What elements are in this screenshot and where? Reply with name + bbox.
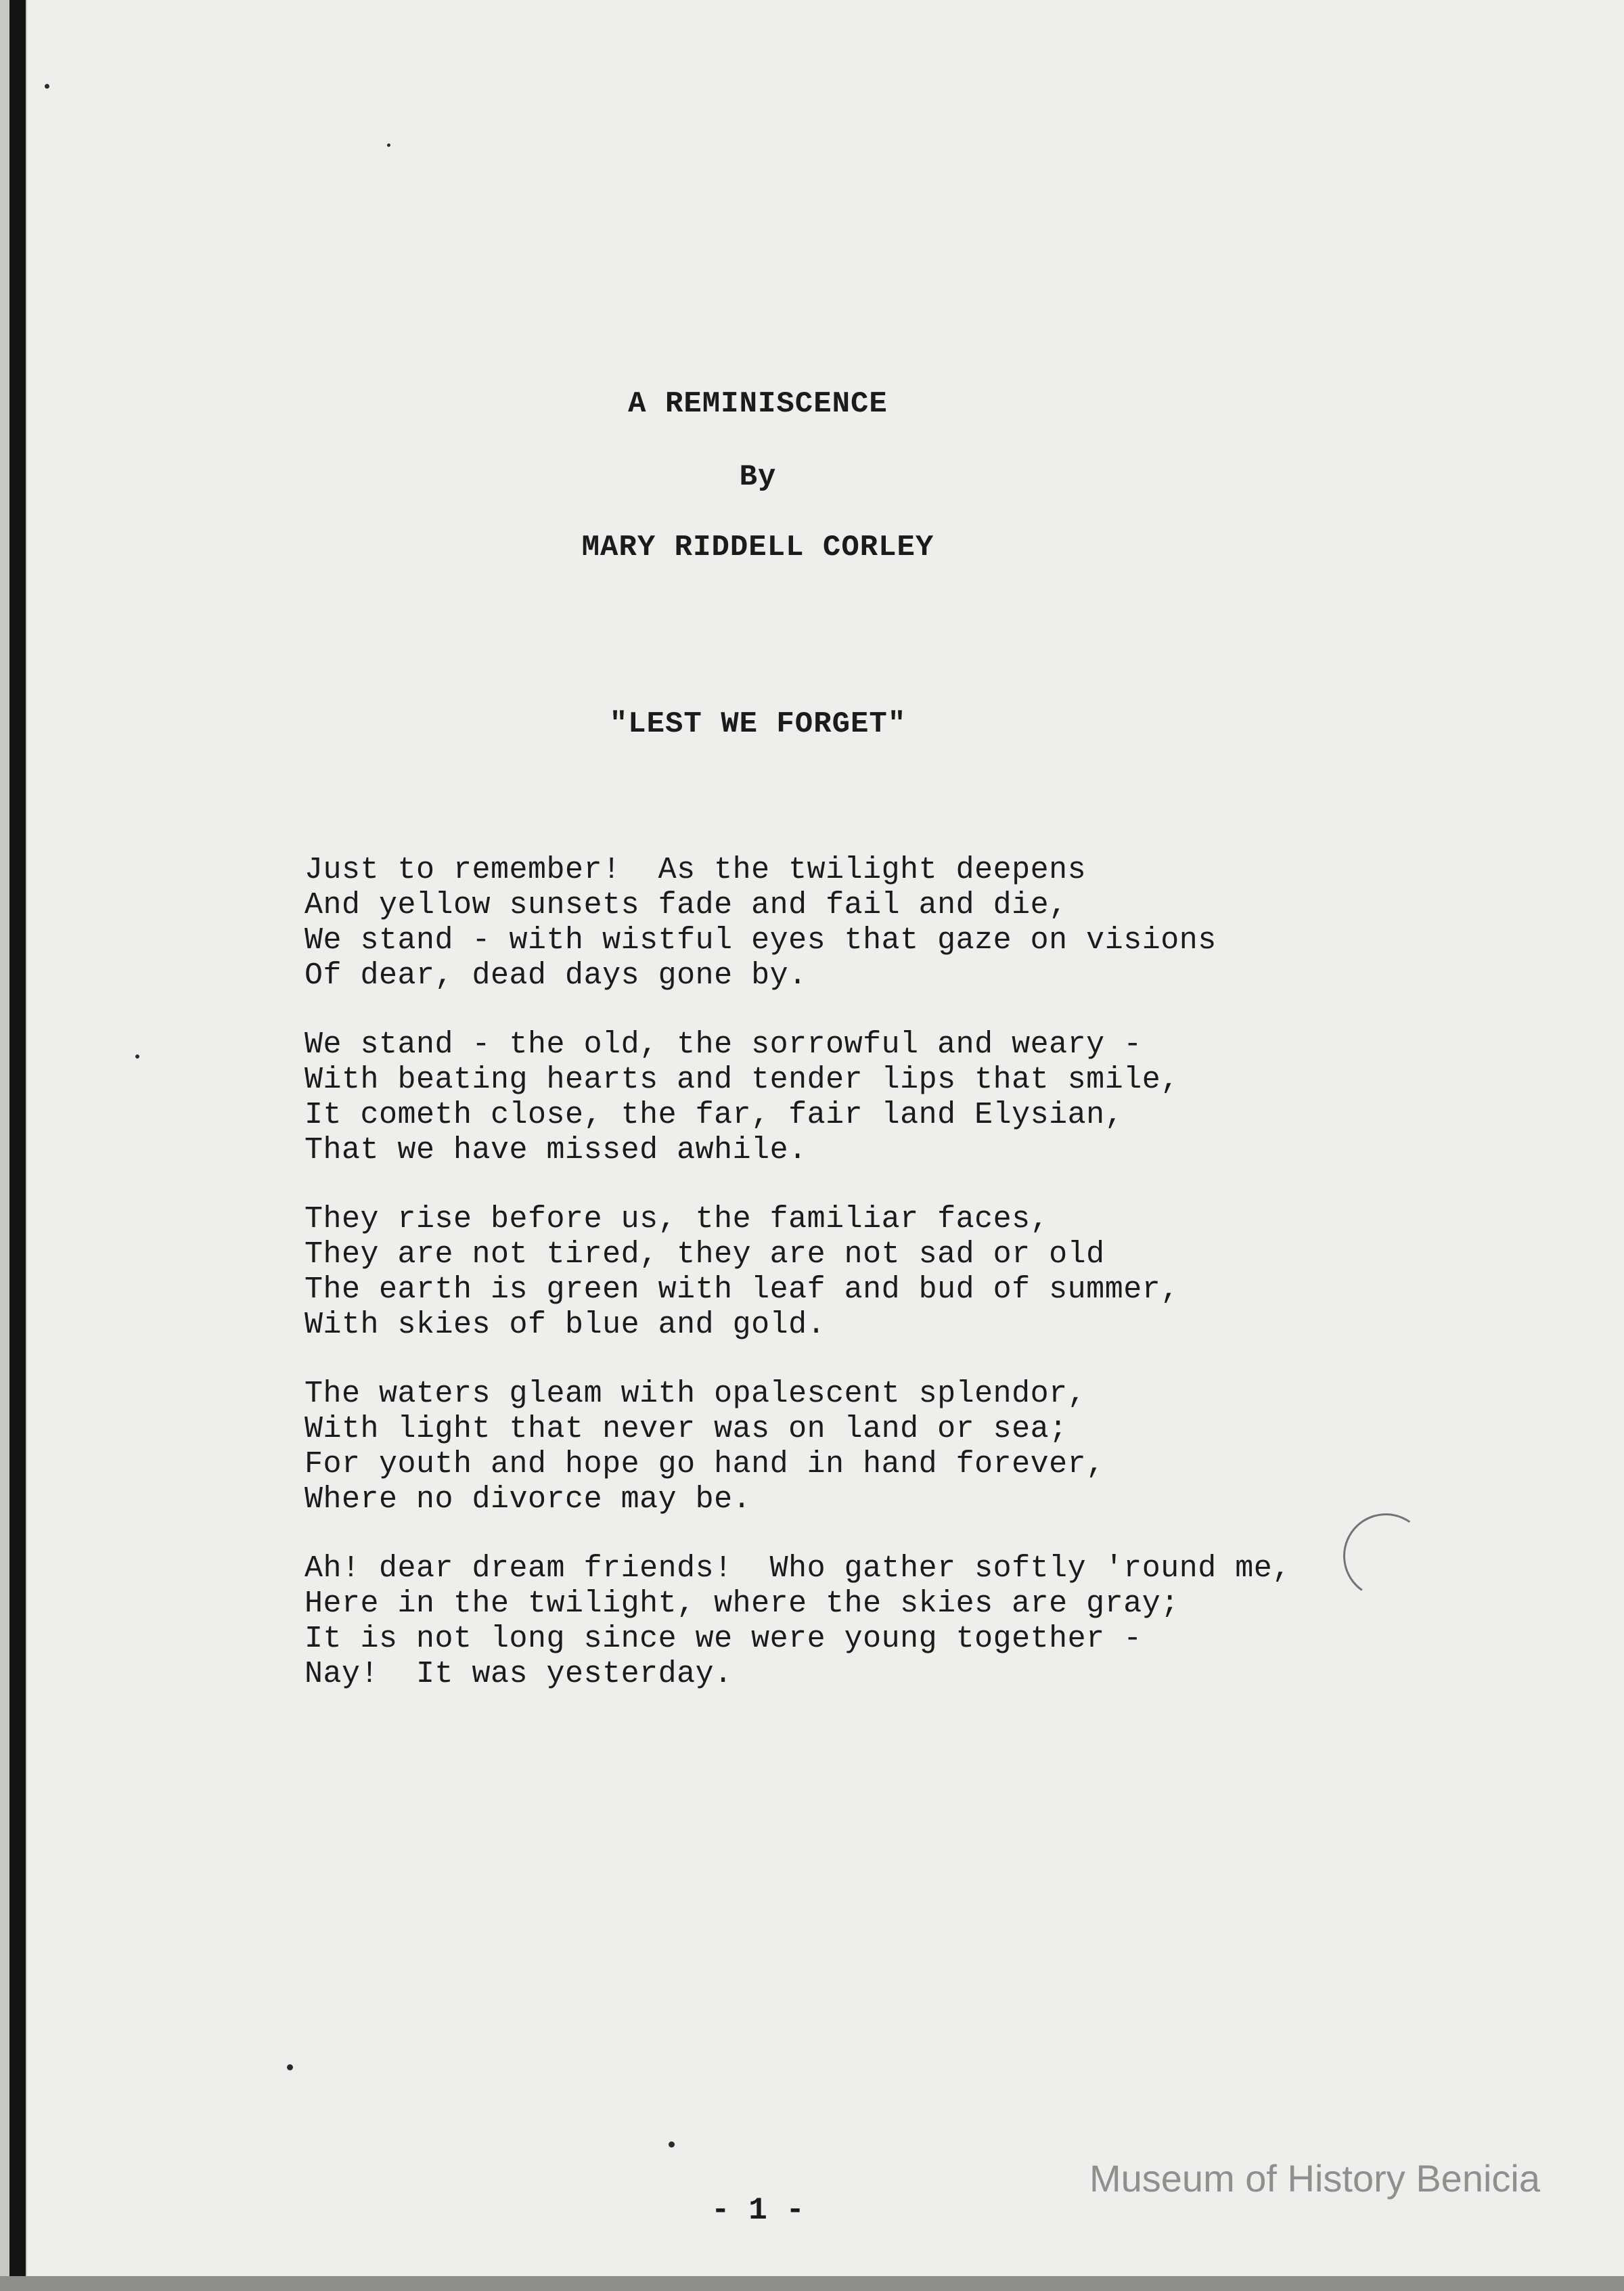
watermark: Museum of History Benicia <box>1089 2157 1540 2200</box>
poem-line: With beating hearts and tender lips that smile, <box>304 1063 1179 1097</box>
poem-subtitle: "LEST WE FORGET" <box>609 707 907 741</box>
poem-line: Nay! It was yesterday. <box>304 1657 733 1691</box>
poem-line: It is not long since we were young together - <box>304 1622 1142 1656</box>
page-bottom-edge <box>0 2276 1624 2291</box>
poem-line: It cometh close, the far, fair land Elysian, <box>304 1098 1124 1132</box>
poem-line: They are not tired, they are not sad or old <box>304 1237 1105 1272</box>
poem-line: The earth is green with leaf and bud of summer, <box>304 1272 1179 1307</box>
stanza-1 <box>304 853 1455 994</box>
poem-line: With light that never was on land or sea; <box>304 1412 1068 1446</box>
poem-line: And yellow sunsets fade and fail and die, <box>304 888 1068 922</box>
poem-line: They rise before us, the familiar faces, <box>304 1202 1050 1237</box>
poem-line: Of dear, dead days gone by. <box>304 958 807 993</box>
poem-line: Just to remember! As the twilight deepens <box>304 853 1087 887</box>
poem-line: For youth and hope go hand in hand forever, <box>304 1447 1105 1482</box>
poem-line: Where no divorce may be. <box>304 1482 752 1517</box>
poem-line: Here in the twilight, where the skies are gray; <box>304 1586 1179 1621</box>
poem-body <box>304 853 1455 1726</box>
stanza-2 <box>304 1027 1455 1168</box>
poem-line: Ah! dear dream friends! Who gather softly 'round me, <box>304 1551 1291 1586</box>
stanza-3 <box>304 1202 1455 1343</box>
byline-label: By <box>739 460 777 494</box>
page-binding-shadow <box>9 0 26 2291</box>
paper-speck <box>287 2064 293 2070</box>
poem-title: A REMINISCENCE <box>628 387 888 421</box>
poem-line: We stand - with wistful eyes that gaze on visions <box>304 923 1217 958</box>
stanza-4 <box>304 1377 1455 1517</box>
poem-line: That we have missed awhile. <box>304 1133 807 1167</box>
paper-speck <box>45 84 49 89</box>
paper-speck <box>669 2141 675 2148</box>
poem-line: With skies of blue and gold. <box>304 1308 826 1342</box>
author-name: MARY RIDDELL CORLEY <box>581 531 934 564</box>
poem-line: We stand - the old, the sorrowful and weary - <box>304 1027 1142 1062</box>
paper-speck <box>135 1054 139 1059</box>
poem-line: The waters gleam with opalescent splendor, <box>304 1377 1087 1411</box>
stanza-5 <box>304 1551 1455 1692</box>
page-number: - 1 - <box>710 2193 805 2228</box>
paper-speck <box>387 143 390 147</box>
